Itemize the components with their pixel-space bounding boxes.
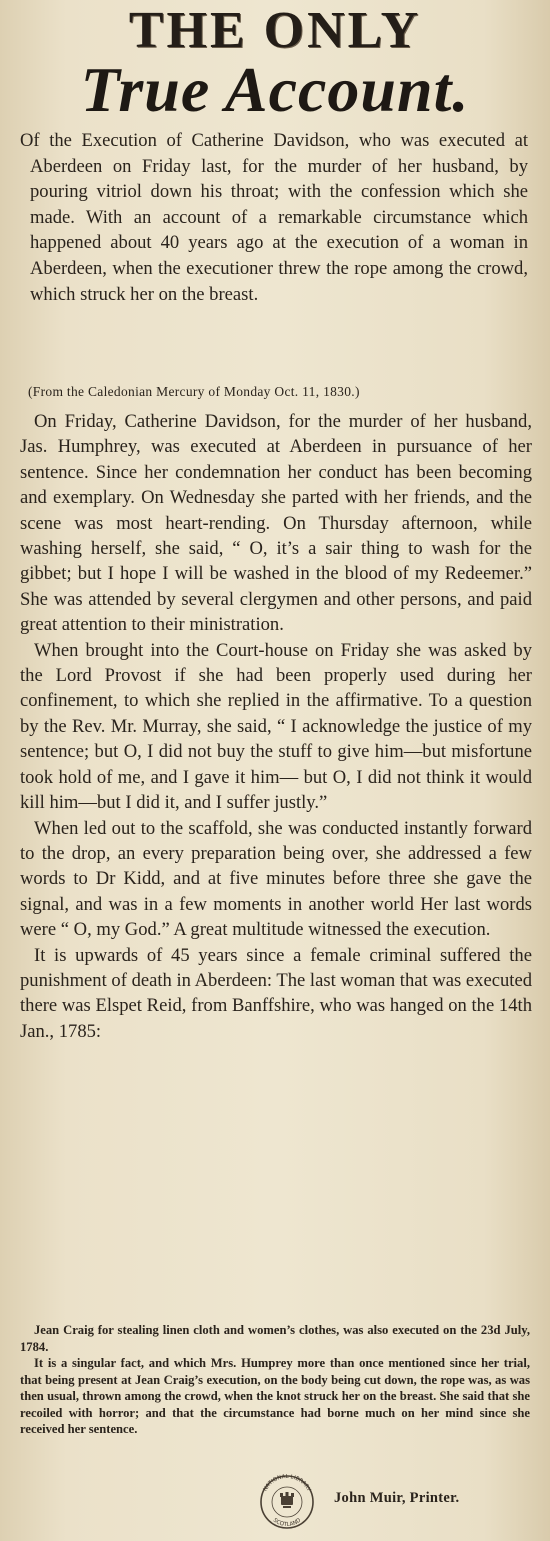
crest-icon [280,1492,294,1508]
body-paragraph: When led out to the scaffold, she was conducted instantly forward to the drop, an every preparation being over, she addressed a few words to Dr Kidd, and at five minutes before three she gave the signal, and was in a few moments in another world Her last words were “ O, my God.” A great multitude witnessed the execution. [20,817,532,941]
body-paragraph: It is upwards of 45 years since a female criminal suffered the punishment of death in Aberdeen: The last woman that was executed there was Elspet Reid, from Banffshire, who was hanged on the 14th Jan., 1785: [20,944,532,1042]
stamp-bottom-text: SCOTLAND [271,1517,303,1529]
source-citation: (From the Caledonian Mercury of Monday Oct. 11, 1830.) [28,384,360,399]
headline-true-account: True Account. [80,54,470,125]
library-stamp [250,1471,324,1529]
footnotes [20,1322,530,1438]
stamp-top-text: NATIONAL LIBRARY [262,1473,312,1493]
footnote-paragraph: Jean Craig for stealing linen cloth and women’s clothes, was also executed on the 23d July, 1784. [20,1323,530,1354]
body-paragraph: When brought into the Court-house on Friday she was asked by the Lord Provost if she had been properly used during her confinement, to which she replied in the affirmative. To a question by the Rev. Mr. Murray, she said, “ I acknowledge the justice of my sentence; but O, I did not buy the stuff to give him—but misfortune took hold of me, and I gave it him— but O, I did not think it would kill him—but I did it, and I suffer justly.” [20,639,532,814]
printer-credit: John Muir, Printer. [334,1490,460,1506]
headline-the-only: THE ONLY [128,2,422,59]
footnote-paragraph: It is a singular fact, and which Mrs. Humprey more than once mentioned since her trial, that being present at Jean Craig’s execution, on the body being cut down, the rope was, as was then usual, thrown among the crowd, when the knot struck her on the breast. She said that she recoiled with horror; and that the circumstance had borne much on her mind since she received her sentence. [20,1356,530,1436]
body-paragraph: On Friday, Catherine Davidson, for the murder of her husband, Jas. Humphrey, was executed at Aberdeen in pursuance of her sentence. Since her condemnation her conduct has been becoming and exemplary. On Wednesday she parted with her friends, and the scene was most heart-rending. On Thursday afternoon, while washing herself, she said, “ O, it’s a sair thing to wash for the gibbet; but I hope I will be washed in the blood of my Redeemer.” She was attended by several clergymen and other persons, and paid great attention to their ministration. [20,411,532,636]
article-body [20,409,532,1044]
intro-paragraph: Of the Execution of Catherine Davidson, who was executed at Aberdeen on Friday last, for the murder of her husband, by pouring vitriol down his throat; with the confession which she made. With an account of a remarkable circumstance which happened about 40 years ago at the execution of a woman in Aberdeen, when the executioner threw the rope among the crowd, which struck her on the breast. [20,130,528,305]
